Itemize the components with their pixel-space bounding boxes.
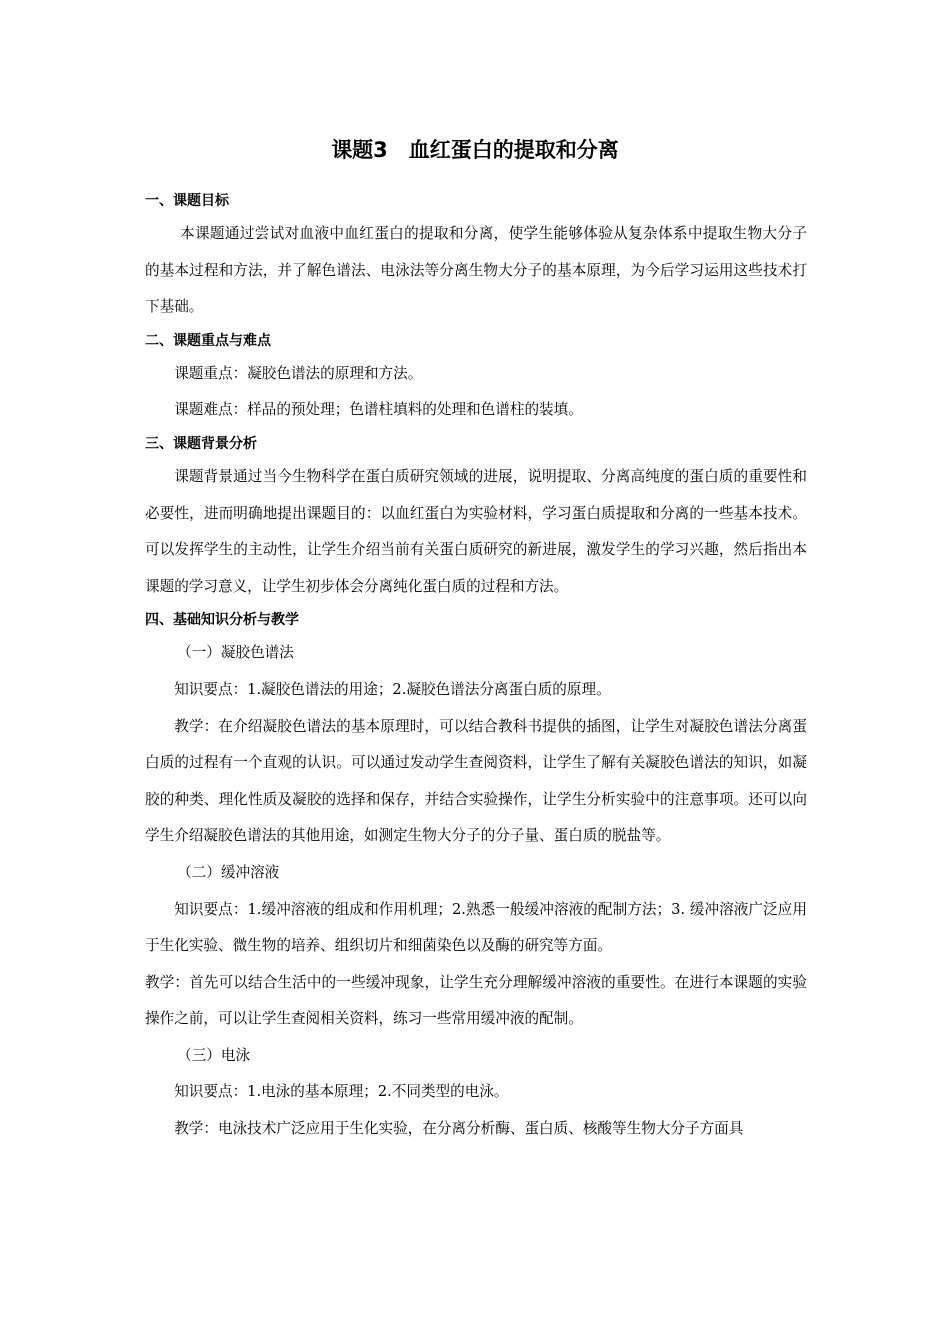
buffer-solution-teaching: 教学：首先可以结合生活中的一些缓冲现象，让学生充分理解缓冲溶液的重要性。在进行本课题的实验操作之前，可以让学生查阅相关资料，练习一些常用缓冲液的配制。	[145, 973, 807, 1028]
subsection-label-electrophoresis: （三）电泳	[177, 1046, 251, 1064]
section-heading-key-points: 二、课题重点与难点	[145, 332, 271, 349]
section-heading-goals: 一、课题目标	[145, 193, 229, 209]
subsection-label-gel-chromatography: （一）凝胶色谱法	[177, 644, 294, 662]
background-paragraph: 课题背景通过当今生物科学在蛋白质研究领域的进展，说明提取、分离高纯度的蛋白质的重要性和必要性，进而明确地提出课题目的：以血红蛋白为实验材料，学习蛋白质提取和分离的一些基本技术。可以发挥学生的主动性，让学生介绍当前有关蛋白质研究的新进展，激发学生的学习兴趣，然后指出本课题的学习意义，让学生初步体会分离纯化蛋白质的过程和方法。	[145, 467, 807, 595]
gel-chromatography-points: 知识要点：1.凝胶色谱法的用途；2.凝胶色谱法分离蛋白质的原理。	[174, 680, 611, 698]
goals-paragraph: 本课题通过尝试对血液中血红蛋白的提取和分离，使学生能够体验从复杂体系中提取生物大分子的基本过程和方法，并了解色谱法、电泳法等分离生物大分子的基本原理，为今后学习运用这些技术打下基础。	[145, 225, 807, 316]
buffer-solution-points: 知识要点：1.缓冲溶液的组成和作用机理；2.熟悉一般缓冲溶液的配制方法；3. 缓冲溶液广泛应用于生化实验、微生物的培养、组织切片和细菌染色以及酶的研究等方面。	[145, 900, 807, 955]
section-heading-knowledge: 四、基础知识分析与教学	[145, 612, 299, 629]
difficulty-paragraph: 课题难点：样品的预处理；色谱柱填料的处理和色谱柱的装填。	[174, 401, 583, 419]
subsection-label-buffer-solution: （二）缓冲溶液	[177, 863, 280, 881]
document-body	[145, 186, 807, 1148]
gel-chromatography-teaching: 教学：在介绍凝胶色谱法的基本原理时，可以结合教科书提供的插图，让学生对凝胶色谱法分离蛋白质的过程有一个直观的认识。可以通过发动学生查阅资料，让学生了解有关凝胶色谱法的知识，如凝胶的种类、理化性质及凝胶的选择和保存，并结合实验操作，让学生分析实验中的注意事项。还可以向学生介绍凝胶色谱法的其他用途，如测定生物大分子的分子量、蛋白质的脱盐等。	[145, 717, 807, 845]
section-heading-background: 三、课题背景分析	[145, 435, 257, 452]
electrophoresis-points: 知识要点：1.电泳的基本原理；2.不同类型的电泳。	[174, 1083, 509, 1101]
document-title: 课题3 血红蛋白的提取和分离	[331, 138, 619, 162]
electrophoresis-teaching: 教学：电泳技术广泛应用于生化实验，在分离分析酶、蛋白质、核酸等生物大分子方面具	[174, 1120, 744, 1138]
key-point-paragraph: 课题重点：凝胶色谱法的原理和方法。	[174, 364, 423, 382]
